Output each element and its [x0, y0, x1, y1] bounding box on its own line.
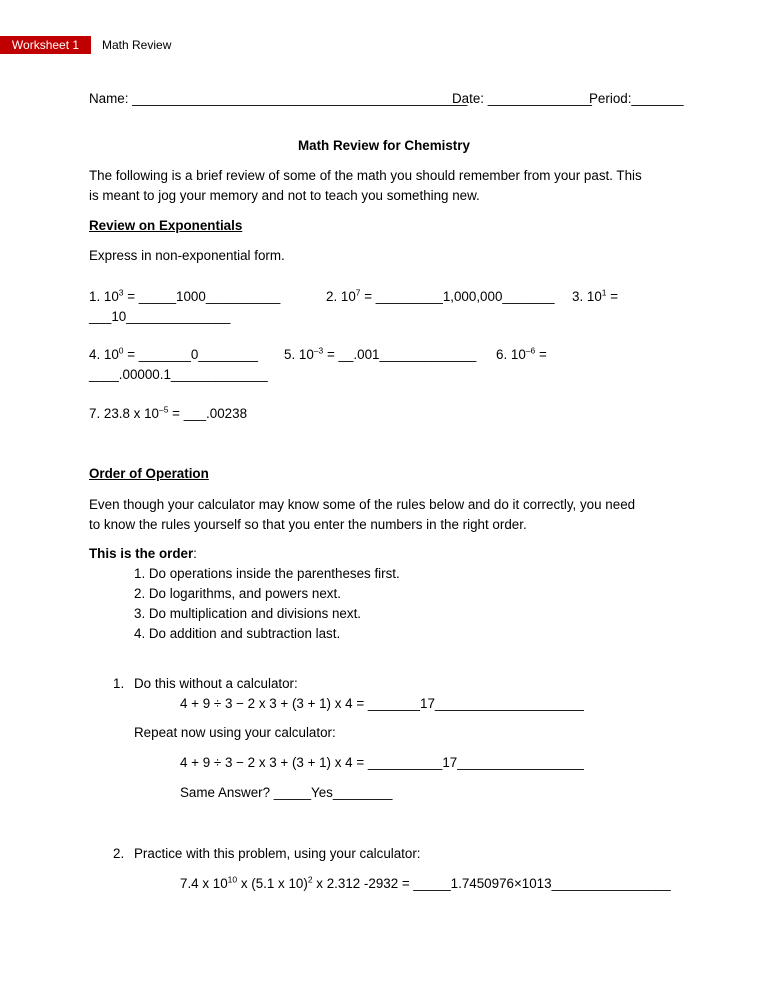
exp-item-1: 1. $10^3$ = _____1000__________	[89, 287, 281, 304]
exp-item-4: 4. $10^0$ = _______0________	[89, 345, 258, 362]
order-rule-1: 1. Do operations inside the parentheses first.	[134, 566, 400, 581]
header-title: Math Review	[102, 38, 172, 52]
exp-item-7: 7. 23.8 x $10^{-5}$ = ___.00238	[89, 404, 248, 421]
order-rule-2: 2. Do logarithms, and powers next.	[134, 586, 341, 601]
order-rule-3: 3. Do multiplication and divisions next.	[134, 606, 362, 621]
exp-item-2: 2. $10^7$ = _________1,000,000_______	[326, 287, 555, 304]
exponentials-heading: Review on Exponentials	[89, 218, 243, 233]
exp-item-3-answer: ___10______________	[89, 309, 231, 324]
problem-1-number: 1.	[113, 676, 125, 691]
exp-item-6: 6. $10^{-6}$ =	[496, 345, 547, 362]
intro-line-1: The following is a brief review of some of the math you should remember from your past. This	[89, 168, 642, 183]
intro-line-2: is meant to jog your memory and not to teach you something new.	[89, 188, 480, 203]
worksheet-badge: Worksheet 1	[0, 36, 91, 54]
problem-1-expression-calc: 4 + 9 ÷ 3 − 2 x 3 + (3 + 1) x 4 = __________17_________________	[180, 755, 584, 770]
exponentials-instruction: Express in non-exponential form.	[89, 248, 285, 263]
period-field: Period:_______	[589, 91, 684, 106]
problem-2-text: Practice with this problem, using your calculator:	[134, 846, 421, 861]
problem-2-number: 2.	[113, 846, 125, 861]
problem-1-expression: 4 + 9 ÷ 3 − 2 x 3 + (3 + 1) x 4 = _______17____________________	[180, 696, 584, 711]
name-field: Name: _____________________________________________	[89, 91, 468, 106]
exp-item-5: 5. $10^{-3}$ = __.001_____________	[284, 345, 477, 362]
doc-title: Math Review for Chemistry	[298, 138, 470, 153]
problem-1-repeat: Repeat now using your calculator:	[134, 725, 336, 740]
exp-item-6-answer: ____.00000.1_____________	[89, 367, 268, 382]
problem-1-same-answer: Same Answer? _____Yes________	[180, 785, 393, 800]
order-intro-2: to know the rules yourself so that you enter the numbers in the right order.	[89, 517, 527, 532]
order-label: This is the order:	[89, 546, 197, 561]
order-intro-1: Even though your calculator may know some of the rules below and do it correctly, you need	[89, 497, 636, 512]
date-field: Date: ______________	[452, 91, 592, 106]
order-rule-4: 4. Do addition and subtraction last.	[134, 626, 341, 641]
order-heading: Order of Operation	[89, 466, 209, 481]
problem-2-expression: 7.4 x $10^{10}$ x (5.1 x 10)$^2$ x 2.312 -2932 = _____1.7450976×1013________________	[180, 874, 671, 891]
exp-item-3: 3. $10^1$ =	[572, 287, 619, 304]
problem-1-text: Do this without a calculator:	[134, 676, 298, 691]
